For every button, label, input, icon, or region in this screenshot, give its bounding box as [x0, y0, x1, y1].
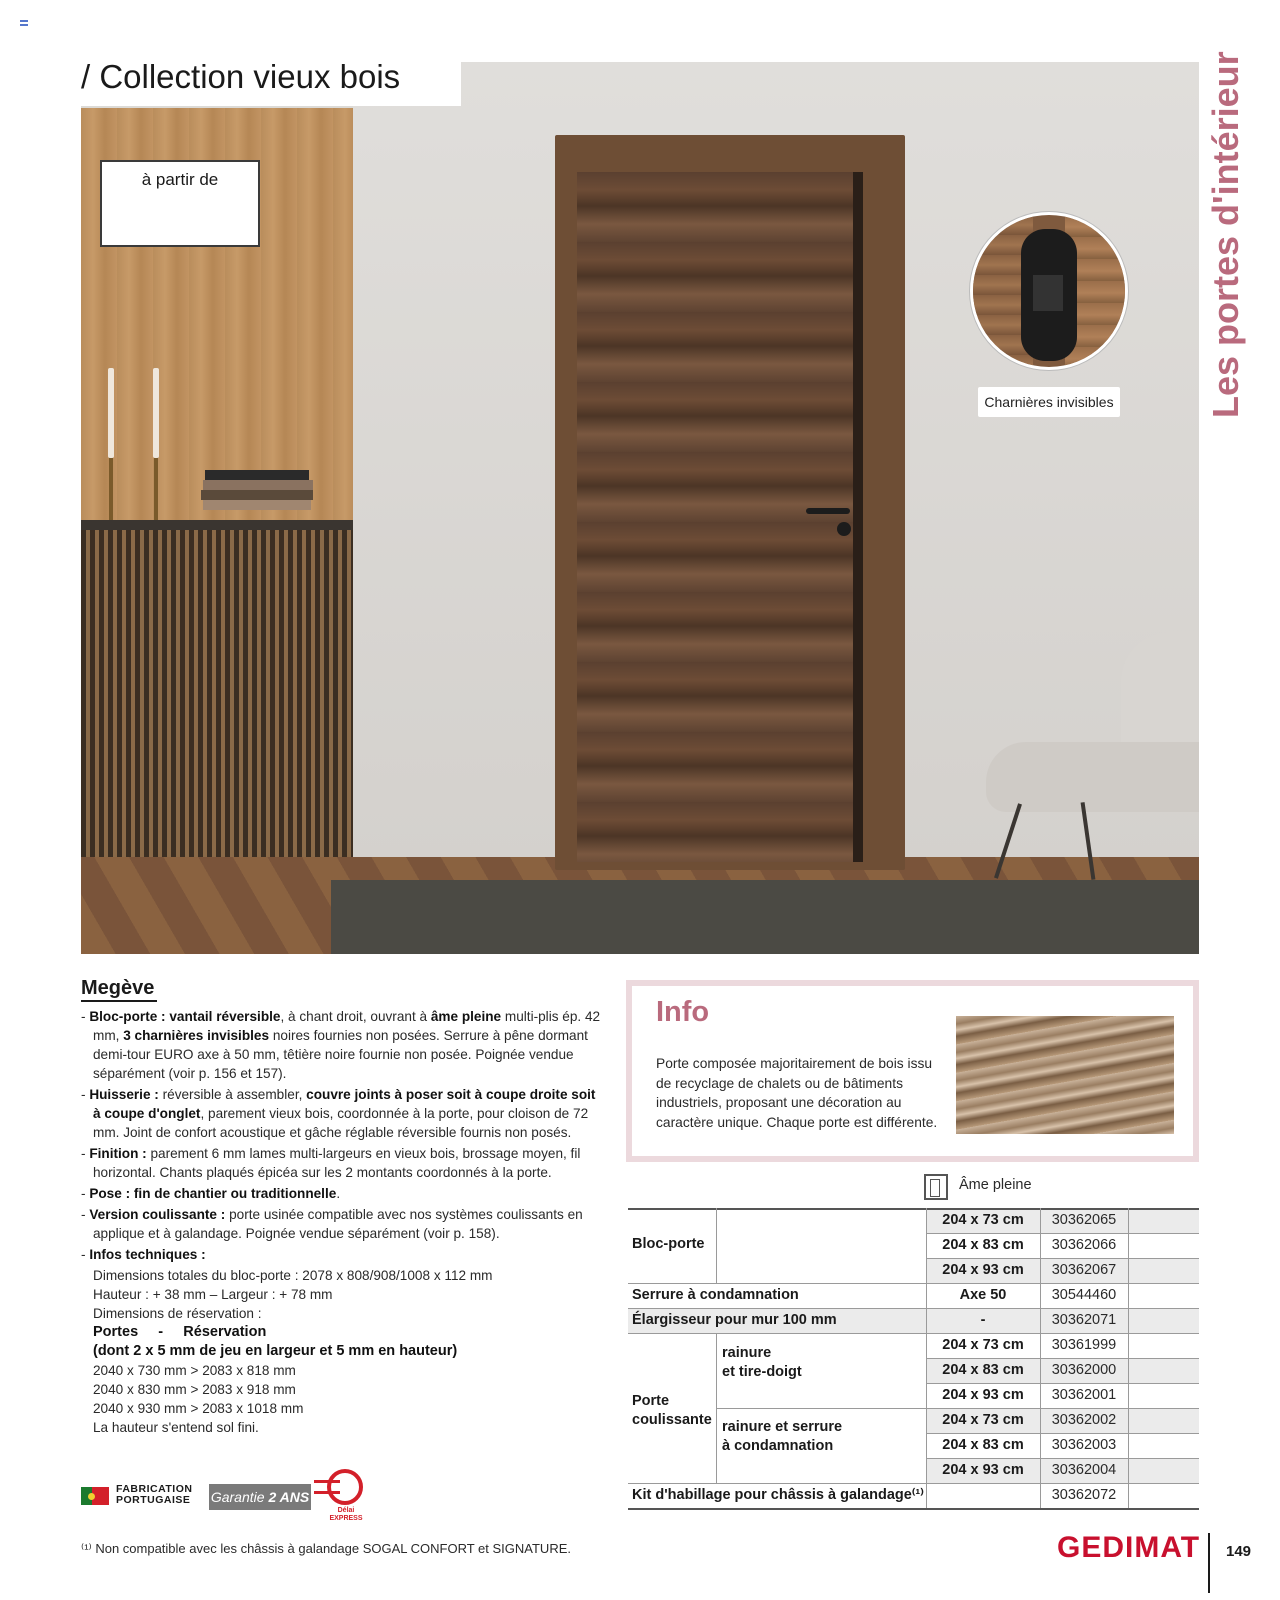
candle-holder — [154, 454, 158, 524]
table-code-cell: 30362066 — [1051, 1237, 1117, 1253]
table-size-cell: - — [980, 1312, 986, 1328]
tech-row: 2040 x 730 mm > 2083 x 818 mm — [93, 1363, 296, 1378]
tech-jeu: (dont 2 x 5 mm de jeu en largeur et 5 mm en hauteur) — [93, 1343, 458, 1359]
hinge-caption: Charnières invisibles — [978, 387, 1120, 417]
table-code-cell: 30362001 — [1051, 1387, 1117, 1403]
table-code-cell: 30362004 — [1051, 1462, 1117, 1478]
product-table — [628, 1208, 1199, 1518]
label-serrure: Serrure à condamnation — [632, 1287, 799, 1303]
table-line — [628, 1333, 1199, 1334]
ame-pleine-icon — [924, 1174, 948, 1200]
table-line — [926, 1458, 1199, 1459]
chair-seat — [986, 742, 1199, 812]
table-line — [628, 1208, 1199, 1210]
label-bloc-porte: Bloc-porte — [632, 1236, 705, 1252]
spec-infos-techniques: - Infos techniques : — [81, 1247, 206, 1262]
label-porte-coulissante-2: coulissante — [632, 1412, 712, 1428]
table-code-cell: 30362065 — [1051, 1212, 1117, 1228]
label-rainure-tire-doigt — [722, 1344, 802, 1382]
table-line — [628, 1508, 1199, 1510]
book — [203, 480, 313, 490]
table-size-cell: 204 x 83 cm — [942, 1362, 1024, 1378]
table-code-cell: 30362002 — [1051, 1412, 1117, 1428]
gedimat-logo: GEDIMAT — [1057, 1531, 1201, 1564]
table-line — [716, 1208, 717, 1283]
tech-reservation-label: Dimensions de réservation : — [93, 1306, 262, 1321]
spec-version-coulissante: - Version coulissante : porte usinée compatible avec nos systèmes coulissants en applique et à galandage. Poignée vendue séparément (voir p. 158). — [81, 1207, 583, 1241]
spec-huisserie: - Huisserie : réversible à assembler, couvre joints à poser soit à coupe droite soit à coupe d'onglet, parement vieux bois, coordonnée à la porte, pour cloison de 72 mm. Joint de confort acoustique et gâche réglable réversible fournis non posés. — [81, 1087, 596, 1140]
label-sub2-1: rainure et serrure — [722, 1419, 843, 1435]
section-label: Les portes d'intérieur — [1205, 51, 1246, 418]
page-number: 149 — [1226, 1543, 1252, 1560]
candle — [153, 368, 159, 458]
rug — [331, 880, 1199, 954]
table-line — [926, 1358, 1199, 1359]
delai-express-icon — [327, 1469, 363, 1505]
table-line — [926, 1383, 1199, 1384]
table-size-cell: 204 x 83 cm — [942, 1437, 1024, 1453]
tech-table-header: Portes - Réservation — [93, 1324, 267, 1340]
table-line — [716, 1333, 717, 1483]
table-code-cell: 30361999 — [1051, 1337, 1117, 1353]
console-top — [81, 520, 353, 530]
label-kit: Kit d'habillage pour châssis à galandage⁽¹⁾ — [632, 1487, 924, 1503]
label-rainure-serrure — [722, 1418, 842, 1456]
table-size-cell: 204 x 83 cm — [942, 1237, 1024, 1253]
price-card — [100, 160, 260, 247]
express-line1: Délai — [337, 1507, 355, 1514]
table-code-cell: 30362067 — [1051, 1262, 1117, 1278]
table-size-cell: 204 x 73 cm — [942, 1212, 1024, 1228]
table-size-cell: Axe 50 — [959, 1287, 1007, 1303]
footer-divider — [1208, 1533, 1210, 1593]
wood-texture-image — [956, 1016, 1174, 1134]
info-title: Info — [656, 996, 710, 1028]
table-code-cell: 30362000 — [1051, 1362, 1117, 1378]
table-line — [716, 1408, 1199, 1409]
table-line — [628, 1483, 1199, 1484]
express-line2: EXPRESS — [329, 1515, 363, 1522]
book — [203, 500, 311, 510]
table-size-cell: 204 x 93 cm — [942, 1262, 1024, 1278]
table-line — [926, 1233, 1199, 1234]
door-handle — [806, 508, 850, 514]
book — [201, 490, 313, 500]
door — [577, 172, 853, 862]
tech-row: 2040 x 830 mm > 2083 x 918 mm — [93, 1382, 296, 1397]
product-name-underline — [81, 1000, 157, 1002]
candle-holder — [109, 454, 113, 524]
door-edge — [853, 172, 863, 862]
book — [205, 470, 309, 480]
table-code-cell: 30362072 — [1051, 1487, 1117, 1503]
product-specs — [81, 1007, 606, 1437]
label-porte-coulissante — [632, 1392, 712, 1430]
portugal-flag-icon — [81, 1487, 109, 1505]
product-name: Megève — [81, 977, 155, 999]
fabrication-line2: PORTUGAISE — [116, 1494, 191, 1506]
spec-finition: - Finition : parement 6 mm lames multi-largeurs en vieux bois, brossage moyen, fil horizontal. Chants plaqués épicéa sur les 2 montants coordonnés à la porte. — [81, 1146, 581, 1180]
info-text: Porte composée majoritairement de bois issu de recyclage de chalets ou de bâtiments industriels, proposant une décoration au caractère unique. Chaque porte est différente. — [656, 1056, 938, 1130]
table-line — [628, 1308, 1199, 1309]
footnote: ⁽¹⁾ Non compatible avec les châssis à galandage SOGAL CONFORT et SIGNATURE. — [81, 1541, 571, 1556]
label-sub1-2: et tire-doigt — [722, 1364, 802, 1380]
door-lock — [837, 522, 851, 536]
table-line — [926, 1258, 1199, 1259]
tech-note: La hauteur s'entend sol fini. — [93, 1420, 259, 1435]
label-sub1-1: rainure — [722, 1345, 772, 1361]
candle — [108, 368, 114, 458]
tech-hauteur-largeur: Hauteur : + 38 mm – Largeur : + 78 mm — [93, 1287, 333, 1302]
table-code-cell: 30362071 — [1051, 1312, 1117, 1328]
page-title: / Collection vieux bois — [81, 58, 401, 95]
table-size-cell: 204 x 73 cm — [942, 1337, 1024, 1353]
spec-bloc-porte: - Bloc-porte : vantail réversible, à chant droit, ouvrant à âme pleine multi-plis ép. 42 mm, 3 charnières invisibles noires fournies non posées. Serrure à pêne dormant demi-tour EURO axe à 50 mm, têtière noire fournie non posée. Poignée vendue séparément (voir p. 156 et 157). — [81, 1009, 601, 1081]
tech-row: 2040 x 930 mm > 2083 x 1018 mm — [93, 1401, 304, 1416]
table-line — [926, 1433, 1199, 1434]
menu-icon — [20, 20, 28, 26]
table-code-cell: 30362003 — [1051, 1437, 1117, 1453]
slatted-console — [81, 530, 353, 860]
table-code-cell: 30544460 — [1051, 1287, 1117, 1303]
table-size-cell: 204 x 93 cm — [942, 1387, 1024, 1403]
label-elargisseur: Élargisseur pour mur 100 mm — [632, 1312, 837, 1328]
fabrication-badge — [116, 1484, 192, 1506]
info-box — [626, 980, 1199, 1162]
fabrication-line1: FABRICATION — [116, 1483, 193, 1495]
label-porte-coulissante-1: Porte — [632, 1393, 670, 1409]
hinge-detail-image — [970, 212, 1128, 370]
table-size-cell: 204 x 93 cm — [942, 1462, 1024, 1478]
delai-express-label — [322, 1507, 370, 1523]
tech-dimensions: Dimensions totales du bloc-porte : 2078 x 808/908/1008 x 112 mm — [93, 1268, 493, 1283]
table-line — [628, 1283, 1199, 1284]
price-card-label: à partir de — [141, 170, 219, 189]
table-size-cell: 204 x 73 cm — [942, 1412, 1024, 1428]
hinge-pivot — [1033, 275, 1063, 311]
garantie-badge: Garantie 2 ANS — [209, 1484, 311, 1510]
spec-pose: - Pose : fin de chantier ou traditionnelle. — [81, 1186, 341, 1201]
tech-details — [81, 1266, 606, 1437]
table-line — [1128, 1208, 1129, 1508]
ame-pleine-label: Âme pleine — [959, 1177, 1032, 1193]
label-sub2-2: à condamnation — [722, 1438, 834, 1454]
